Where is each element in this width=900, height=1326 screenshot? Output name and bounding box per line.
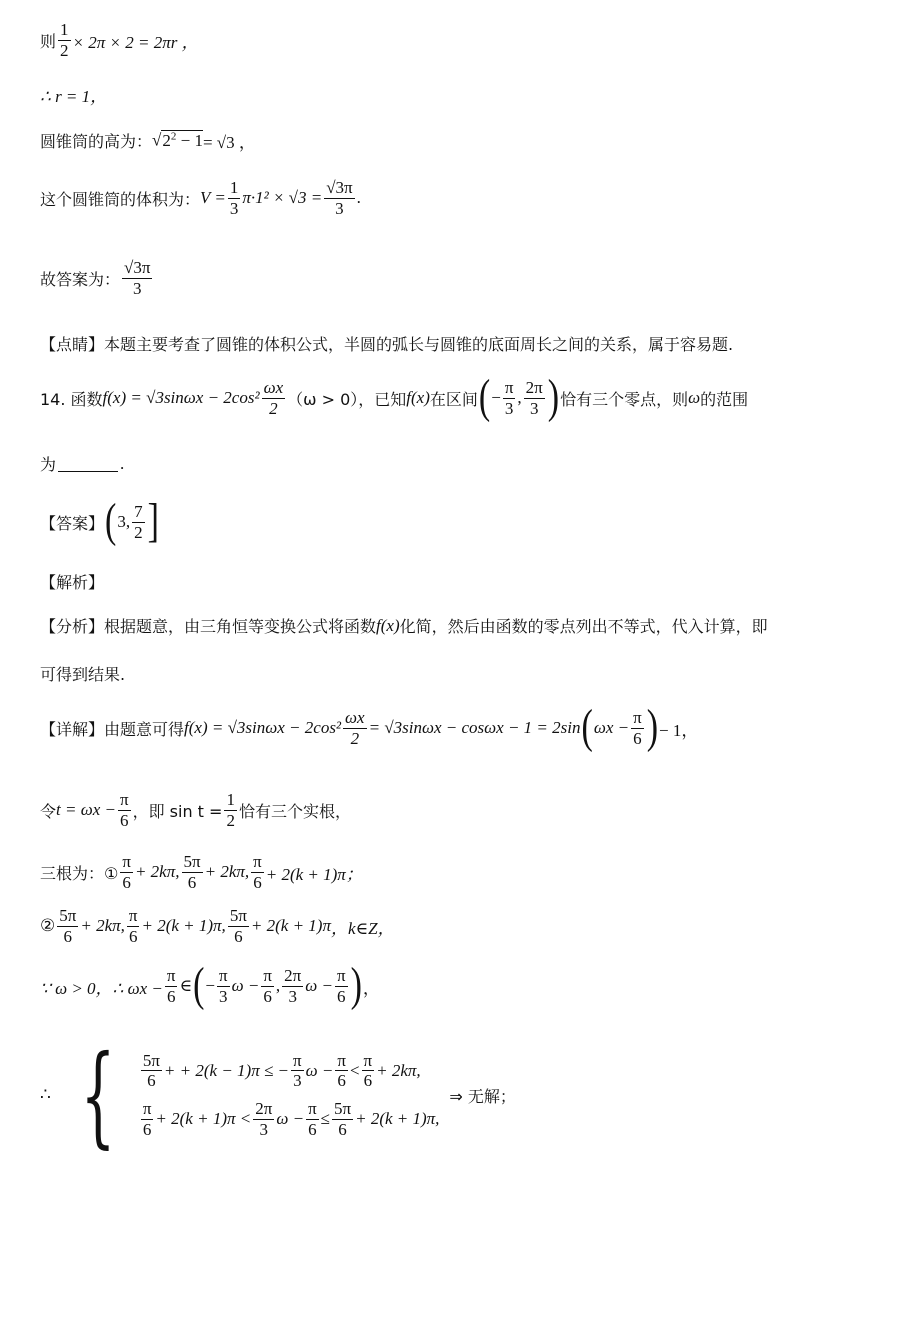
fraction-one-half: $\frac{1}{2}$ [60,20,69,60]
fraction-pi-over-6-g: $\frac{\pi}{6}$ [263,966,272,1006]
ling-t: t = ωx − [56,800,116,820]
system-row-1 [139,1051,440,1091]
roots2-k: ，k∈Z， [330,918,395,938]
roots2-term-2: + 2(k + 1)π, [141,916,226,936]
text-ze: 则 [40,31,57,51]
fenxi-line-1 [40,614,768,637]
row2-d: + 2(k + 1)π, [355,1109,440,1129]
answer-label: 【答案】 [40,513,105,533]
xiangjie-expr-1: f(x) = √3sinωx − 2cos² [184,718,342,738]
fraction-one-half-b: $\frac{1}{2}$ [226,790,235,830]
roots-line-2 [40,906,395,946]
fraction-omega-x-over-2: $\frac{\omega x}{2}$ [263,378,284,418]
ling-prefix: 令 [40,801,57,821]
fraction-5pi-over-6-d: $\frac{5\pi}{6}$ [142,1050,160,1091]
roots-term-1: + 2kπ, [134,862,180,882]
label-volume: 这个圆锥筒的体积为： [40,189,201,209]
q14-in: 在区间 [429,389,478,409]
fenxi-text-1: 【分析】根据题意，由三角恒等变换公式将函数 [40,617,377,636]
fraction-omega-x-over-2-b: $\frac{\omega x}{2}$ [345,708,365,748]
q14-tail: 恰有三个零点，则 [560,389,689,409]
row2-c: ≤ [320,1109,330,1129]
fraction-5pi-over-6-e: $\frac{5\pi}{6}$ [334,1099,352,1139]
fraction-pi-over-6-b: $\frac{\pi}{6}$ [119,790,129,830]
ling-tail: 恰有三个实根， [238,801,351,821]
row1-c: < [349,1060,360,1080]
roots-term-3: + 2(k + 1)π； [265,864,363,884]
fraction-sqrt3pi-over-3: $\frac{√3\pi}{3}$ [326,178,353,218]
roots2-term-3: + 2(k + 1)π [250,916,331,936]
dianjing-note: 【点睛】本题主要考查了圆锥的体积公式，半圆的弧长与圆锥的底面周长之间的关系，属于容易题. [40,335,734,354]
answer-blank [58,455,118,472]
xiangjie-line: 【详解】由题意可得 f(x) = √3sinωx − 2cos² $\frac{\omega x}{2}$ = √3sinωx − cosωx − 1 = 2sin ( ωx − $\frac{\pi}{6}$ ) − 1， [40,701,699,754]
row1-a: + + 2(k − 1)π ≤ − [163,1060,290,1080]
fraction-5pi-over-6: $\frac{5\pi}{6}$ [183,852,201,892]
q14-condition: （ω > 0），已知 [287,389,407,409]
therefore-symbol: ∴ [40,1085,51,1104]
row1-d: + 2kπ, [376,1060,421,1080]
row1-b: ω − [305,1060,334,1080]
xiangjie-tail: − 1， [659,720,699,740]
ling-mid: ，即 sin t = [132,801,223,821]
height-result: = √3 ， [202,133,256,152]
label-height: 圆锥筒的高为： [40,132,153,151]
fraction-pi-over-6-l: $\frac{\pi}{6}$ [308,1099,317,1139]
xiangjie-label: 【详解】由题意可得 [40,719,185,739]
fraction-2pi-over-3: $\frac{2\pi}{3}$ [525,378,543,418]
q14-fx: f(x) [406,388,430,408]
roots2-term-1: + 2kπ, [80,916,125,936]
answer-line [40,258,154,298]
fenxi-line-2: 可得到结果. [40,665,126,684]
formula-volume: 这个圆锥筒的体积为： V = $\frac{1}{3}$ π·1² × √3 = $\frac{√3\pi}{3}$ . [40,178,361,218]
q14-wei: 为 [40,455,57,474]
fraction-pi-over-6-c: $\frac{\pi}{6}$ [122,852,131,892]
roots2-label: ② [40,916,56,936]
fraction-5pi-over-6-b: $\frac{5\pi}{6}$ [59,906,77,946]
ling-line [40,790,351,830]
fraction-pi-over-6-e: $\frac{\pi}{6}$ [128,906,138,946]
because-line: ∵ ω > 0，∴ ωx − $\frac{\pi}{6}$ ∈ ( − $\frac{\pi}{3}$ ω − $\frac{\pi}{6}$ , $\frac{2\pi}{3}$ ω − $\frac{\pi}{6}$ ) ， [40,959,380,1012]
volume-mid: π·1² × √3 = [242,188,323,208]
label-answer: 故答案为： [40,269,121,289]
q14-prefix: 14. 函数 [40,389,103,409]
fraction-pi-over-6-d: $\frac{\pi}{6}$ [253,852,262,892]
row2-a: + 2(k + 1)π < [155,1109,252,1129]
fraction-2pi-over-3-b: $\frac{2\pi}{3}$ [284,966,302,1006]
fraction-pi-over-3-b: $\frac{\pi}{3}$ [219,966,228,1006]
fraction-pi-over-6-h: $\frac{\pi}{6}$ [337,966,346,1006]
fraction-answer: $\frac{√3\pi}{3}$ [124,258,151,298]
formula-height [40,128,256,153]
fenxi-text-2: 化简，然后由函数的零点列出不等式，代入计算，即 [399,617,768,636]
xiangjie-expr-2: = √3sinωx − cosωx − 1 = 2sin [368,718,581,738]
formula-arc: × 2π × 2 = 2πr ， [72,32,199,52]
fraction-pi-over-6-k: $\frac{\pi}{6}$ [142,1099,152,1139]
because-in: ∈ [179,976,193,996]
fraction-5pi-over-6-c: $\frac{5\pi}{6}$ [229,906,247,946]
because-text: ∵ ω > 0，∴ ωx − [40,978,163,998]
fenxi-fx: f(x) [376,615,400,635]
fraction-pi-over-3: $\frac{\pi}{3}$ [504,378,514,418]
fraction-pi-over-6-j: $\frac{\pi}{6}$ [363,1050,373,1091]
no-solution: ⇒ 无解； [449,1086,516,1106]
fraction-pi-over-6-f: $\frac{\pi}{6}$ [166,966,176,1006]
system-row-2 [139,1099,440,1139]
fraction-7-over-2: $\frac{7}{2}$ [134,502,143,542]
answer-block: 【答案】 ( 3, $\frac{7}{2}$ ] [40,495,159,548]
fraction-one-third: $\frac{1}{3}$ [229,178,239,218]
q14-omega: ω [688,388,701,408]
roots-line-1 [40,852,363,892]
sqrt-expression: $√2^2 - 1$ [152,130,203,150]
system-rows [139,1051,440,1139]
roots-term-2: + 2kπ, [204,862,250,882]
fraction-2pi-over-3-c: $\frac{2\pi}{3}$ [255,1099,273,1139]
analysis-label: 【解析】 [40,573,105,592]
question-14: 14. 函数 f(x) = √3sinωx − 2cos² $\frac{\omega x}{2}$ （ω > 0），已知 f(x) 在区间 ( − $\frac{\pi}{3}$ , $\frac{2\pi}{3}$ ) 恰有三个零点，则 ω 的范围 [40,371,749,424]
volume-v: V = [200,188,226,208]
q14-range: 的范围 [700,389,749,409]
roots-label: 三根为：① [40,863,119,883]
formula-line-1 [40,20,199,60]
q14-function: f(x) = √3sinωx − 2cos² [102,388,260,408]
formula-r-equals-1: ∴ r = 1， [40,87,108,106]
fraction-pi-over-6-i: $\frac{\pi}{6}$ [337,1050,346,1091]
question-14-line-2: 为 . [40,453,125,474]
row2-b: ω − [276,1109,305,1129]
inequality-system [40,1031,516,1159]
left-brace: { [80,1031,116,1159]
fraction-pi-over-3-c: $\frac{\pi}{3}$ [293,1050,302,1091]
fraction-pi-over-6: $\frac{\pi}{6}$ [633,708,642,748]
